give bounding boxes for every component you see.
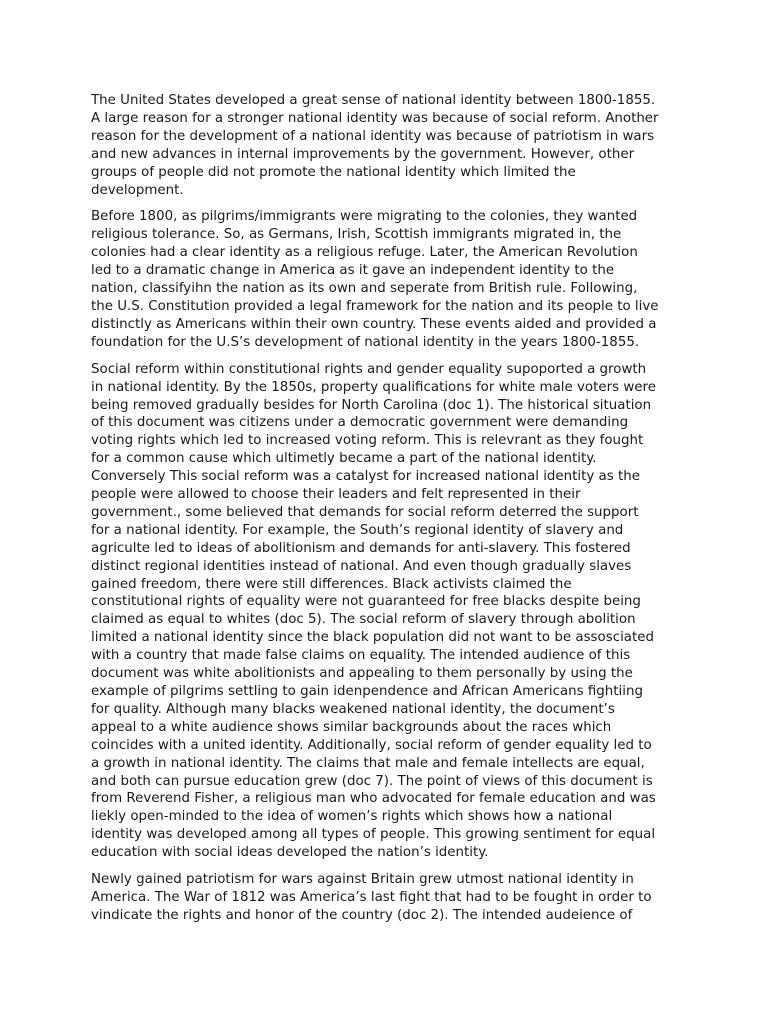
paragraph-patriotism: Newly gained patriotism for wars against Britain grew utmost national identity in America. The War of 1812 was America’s last fight that had to be fought in order to vindicate the rights and honor of the country (doc 2). The intended audeience of: [91, 872, 652, 923]
paragraph-background: Before 1800, as pilgrims/immigrants were migrating to the colonies, they wanted religious tolerance. So, as Germans, Irish, Scottish immigrants migrated in, the colonies had a clear identity as a religious refuge. Later, the American Revolution led to a dramatic change in America as it gave an independent identity to the nation, classifyihn the nation as its own and seperate from British rule. Following, the U.S. Constitution provided a legal framework for the nation and its people to live distinctly as Americans within their own country. These events aided and provided a foundation for the U.S’s development of national identity in the years 1800-1855.: [91, 209, 659, 350]
paragraph-introduction: The United States developed a great sense of national identity between 1800-1855. A large reason for a stronger national identity was because of social reform. Another reason for the development of a national identity was because of patriotism in wars and new advances in internal improvements by the government. However, other groups of people did not promote the national identity which limited the development.: [91, 93, 659, 198]
paragraph-social-reform: Social reform within constitutional rights and gender equality supoported a growth in national identity. By the 1850s, property qualifications for white male voters were being removed gradually besides for North Carolina (doc 1). The historical situation of this document was citizens under a democratic government were demanding voting rights which led to increased voting reform. This is relevrant as they fought for a common cause which ultimetly became a part of the national identity. Conversely This social reform was a catalyst for increased national identity as the people were allowed to choose their leaders and felt represented in their government., some believed that demands for social reform deterred the support for a national identity. For example, the South’s regional identity of slavery and agriculte led to ideas of abolitionism and demands for anti-slavery. This fostered distinct regional identities instead of national. And even though gradually slaves gained freedom, there were still differences. Black activists claimed the constitutional rights of equality were not guaranteed for free blacks despite being claimed as equal to whites (doc 5). The social reform of slavery through abolition limited a national identity since the black population did not want to be assosciated with a country that made false claims on equality. The intended audience of this document was white abolitionists and appealing to them personally by using the example of pilgrims settling to gain idenpendence and African Americans fightiing for quality. Although many blacks weakened national identity, the document’s appeal to a white audience shows similar backgrounds about the races which coincides with a united identity. Additionally, social reform of gender equality led to a growth in national identity. The claims that male and female intellects are equal, and both can pursue education grew (doc 7). The point of views of this document is from Reverend Fisher, a religious man who advocated for female education and was liekly open-minded to the idea of women’s rights which shows how a national identity was developed among all types of people. This growing sentiment for equal education with social ideas developed the nation’s identity.: [91, 361, 656, 861]
document-body: [91, 92, 691, 934]
